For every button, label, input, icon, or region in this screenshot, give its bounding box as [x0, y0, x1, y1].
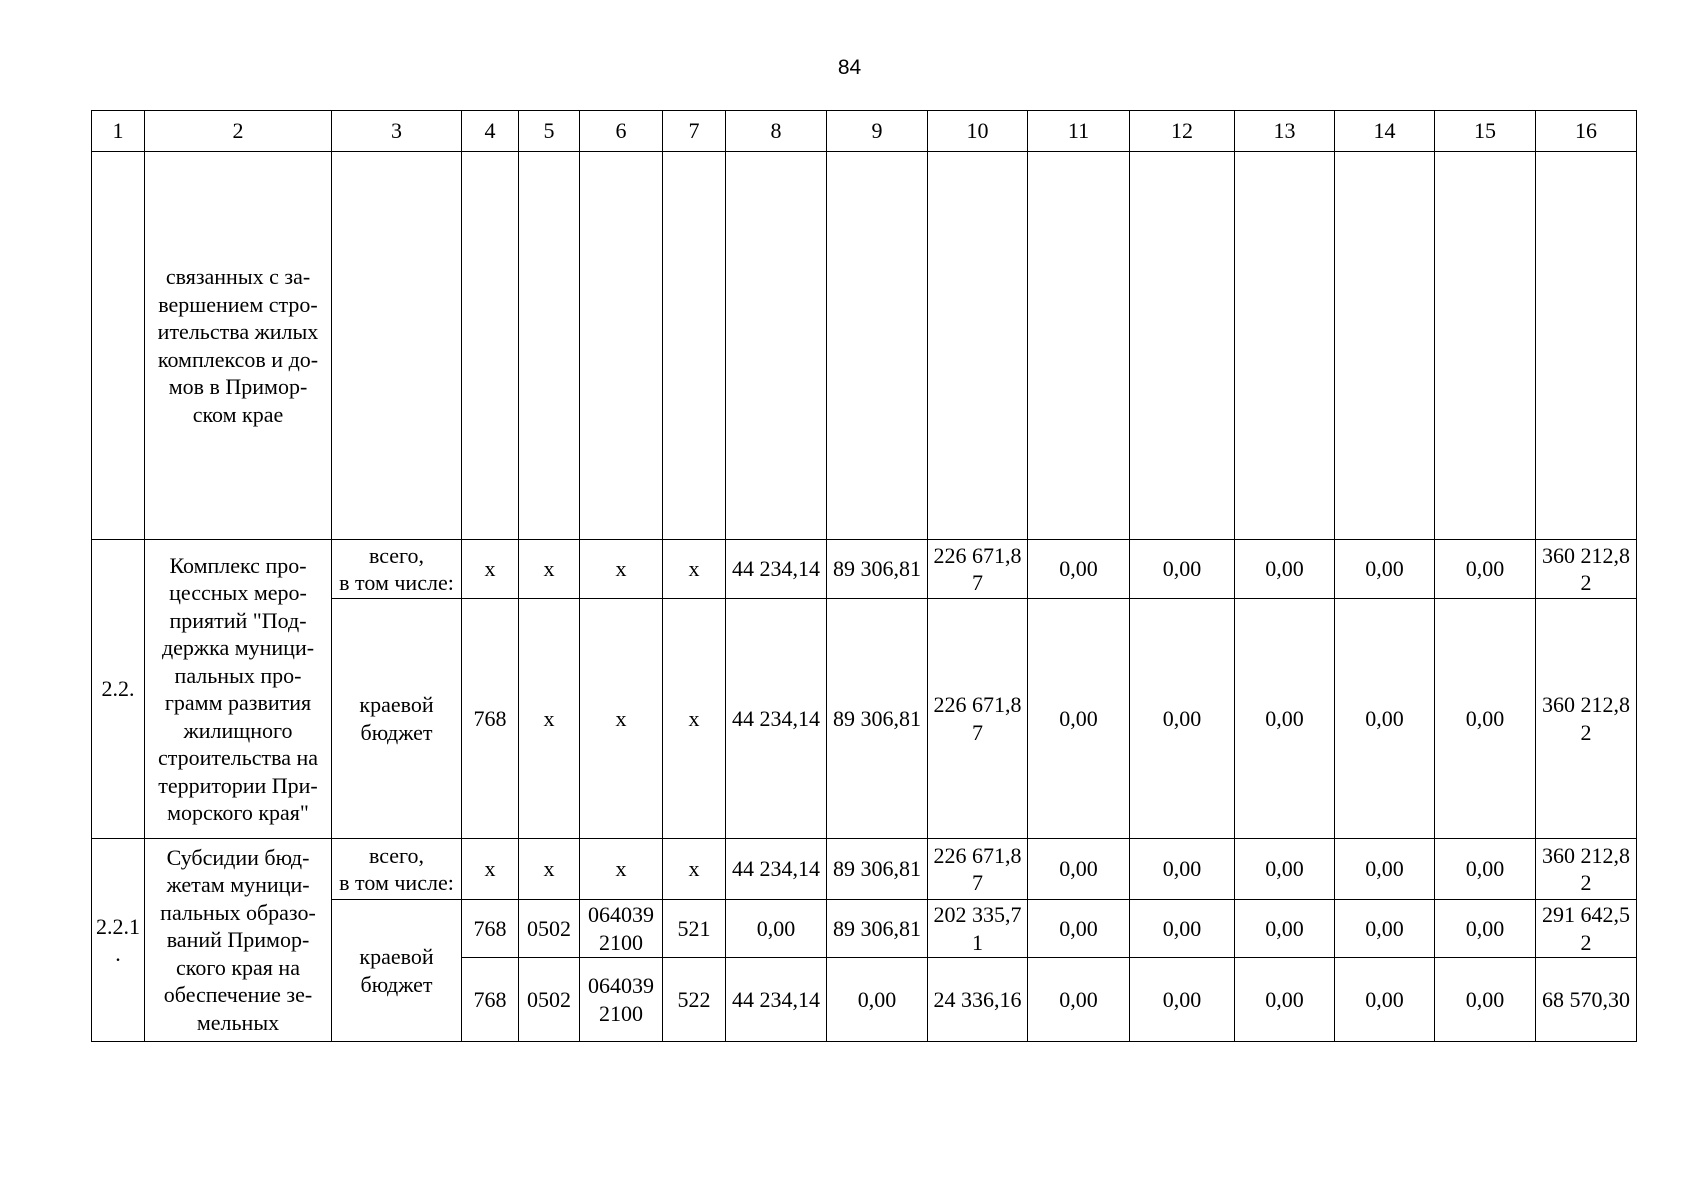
table-cell: 44 234,14	[726, 958, 827, 1042]
table-cell: 0,00	[1435, 839, 1536, 900]
table-cell: 0,00	[1028, 599, 1130, 839]
table-cell: 44 234,14	[726, 839, 827, 900]
table-cell: 522	[663, 958, 726, 1042]
measure-name-cell: Комплекс про- цессных меро- приятий "Под- держка муници- пальных про- грамм развития жилищного строительства на территории При- морского края"	[145, 540, 332, 839]
table-cell: 360 212,8 2	[1536, 839, 1637, 900]
table-cell: х	[580, 540, 663, 599]
column-header: 16	[1536, 111, 1637, 152]
table-cell: х	[462, 839, 519, 900]
column-header: 8	[726, 111, 827, 152]
table-cell: 89 306,81	[827, 900, 928, 958]
column-header: 3	[332, 111, 462, 152]
table-cell: 44 234,14	[726, 540, 827, 599]
funding-source-cell: всего, в том числе:	[332, 540, 462, 599]
table-cell: х	[663, 540, 726, 599]
table-cell: х	[663, 839, 726, 900]
table-cell: 064039 2100	[580, 900, 663, 958]
table-cell: 0,00	[1435, 599, 1536, 839]
table-cell: 68 570,30	[1536, 958, 1637, 1042]
funding-source-cell: краевой бюджет	[332, 900, 462, 1042]
table-cell: 0,00	[1335, 900, 1435, 958]
funding-source-cell: всего, в том числе:	[332, 839, 462, 900]
table-cell: 0,00	[1335, 540, 1435, 599]
table-cell: 0,00	[1130, 540, 1235, 599]
table-cell: 0,00	[827, 958, 928, 1042]
column-header: 14	[1335, 111, 1435, 152]
table-cell: 0,00	[1435, 900, 1536, 958]
row-number-cell: 2.2.1 .	[92, 839, 145, 1042]
column-header: 12	[1130, 111, 1235, 152]
table-cell: 0,00	[1235, 599, 1335, 839]
table-cell: 0,00	[1028, 839, 1130, 900]
column-header: 15	[1435, 111, 1536, 152]
column-header: 2	[145, 111, 332, 152]
table-cell: 360 212,8 2	[1536, 599, 1637, 839]
table-cell: 226 671,8 7	[928, 540, 1028, 599]
table-cell: 360 212,8 2	[1536, 540, 1637, 599]
table-cell: 0502	[519, 958, 580, 1042]
table-cell: х	[663, 599, 726, 839]
table-cell: 44 234,14	[726, 599, 827, 839]
table-cell: 0,00	[1235, 540, 1335, 599]
table-cell: х	[519, 540, 580, 599]
table-cell: 0,00	[1435, 958, 1536, 1042]
measure-name-cell: связанных с за- вершением стро- ительства жилых комплексов и до- мов в Примор- ском крае	[145, 152, 332, 540]
table-cell: 24 336,16	[928, 958, 1028, 1042]
table-cell: 0,00	[1335, 958, 1435, 1042]
column-header: 9	[827, 111, 928, 152]
funding-source-cell: краевой бюджет	[332, 599, 462, 839]
table-cell: 89 306,81	[827, 839, 928, 900]
table-cell: 0,00	[1130, 599, 1235, 839]
column-header: 1	[92, 111, 145, 152]
table-cell: 0,00	[1235, 839, 1335, 900]
table-cell: 0,00	[1235, 900, 1335, 958]
header-row	[92, 111, 1637, 152]
column-header: 5	[519, 111, 580, 152]
table-cell: 0,00	[1335, 599, 1435, 839]
table-cell: 0,00	[1435, 540, 1536, 599]
table-cell: х	[580, 599, 663, 839]
table-cell: 521	[663, 900, 726, 958]
measure-name-cell: Субсидии бюд- жетам муници- пальных образо- ваний Примор- ского края на обеспечение зе- мельных	[145, 839, 332, 1042]
table-cell: 768	[462, 900, 519, 958]
table-cell: 0,00	[1130, 900, 1235, 958]
row-number-cell: 2.2.	[92, 540, 145, 839]
budget-table	[91, 110, 1637, 1042]
table-cell: 0,00	[1235, 958, 1335, 1042]
table-row	[92, 839, 1637, 900]
table-cell: 202 335,7 1	[928, 900, 1028, 958]
table-cell: 0,00	[1130, 839, 1235, 900]
column-header: 10	[928, 111, 1028, 152]
table-cell: 0,00	[1028, 958, 1130, 1042]
column-header: 13	[1235, 111, 1335, 152]
table-cell: 064039 2100	[580, 958, 663, 1042]
table-cell: 0,00	[1130, 958, 1235, 1042]
column-header: 6	[580, 111, 663, 152]
table-cell: 226 671,8 7	[928, 839, 1028, 900]
column-header: 7	[663, 111, 726, 152]
table-cell: 768	[462, 958, 519, 1042]
table-row	[92, 540, 1637, 599]
table-cell: х	[519, 599, 580, 839]
table-cell: 291 642,5 2	[1536, 900, 1637, 958]
table-cell: 0,00	[1028, 900, 1130, 958]
column-header: 11	[1028, 111, 1130, 152]
table-cell: х	[519, 839, 580, 900]
table-cell: 89 306,81	[827, 540, 928, 599]
table-cell: 0502	[519, 900, 580, 958]
table-cell: 0,00	[726, 900, 827, 958]
table-cell: 0,00	[1335, 839, 1435, 900]
table-cell: 768	[462, 599, 519, 839]
column-header: 4	[462, 111, 519, 152]
table-cell: 89 306,81	[827, 599, 928, 839]
table-cell: 0,00	[1028, 540, 1130, 599]
table-cell: х	[462, 540, 519, 599]
table-cell	[92, 152, 145, 540]
table-cell: 226 671,8 7	[928, 599, 1028, 839]
page-number: 84	[837, 56, 862, 79]
table-cell: х	[580, 839, 663, 900]
continued-row	[92, 152, 1637, 540]
